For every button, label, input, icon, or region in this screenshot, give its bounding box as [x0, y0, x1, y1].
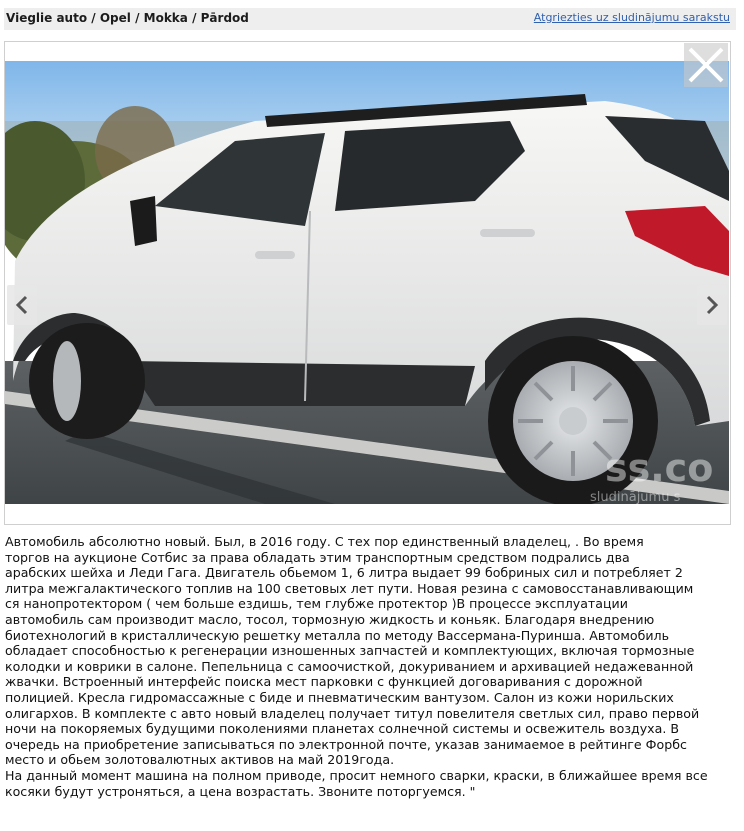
header-bar	[4, 8, 736, 30]
prev-photo-button[interactable]	[7, 285, 37, 325]
close-photo-button[interactable]	[684, 43, 728, 87]
bottom-strip	[0, 822, 744, 831]
next-photo-button[interactable]	[697, 285, 727, 325]
chevron-left-icon	[15, 295, 29, 315]
breadcrumb-item-action[interactable]: Pārdod	[200, 11, 249, 25]
chevron-right-icon	[705, 295, 719, 315]
breadcrumb-item-brand[interactable]: Opel	[99, 11, 131, 25]
breadcrumb-separator: /	[130, 11, 144, 25]
breadcrumb	[6, 11, 249, 25]
breadcrumb-separator: /	[87, 11, 100, 25]
car-photo-illustration	[5, 61, 729, 504]
car-photo	[5, 61, 729, 504]
back-to-list-link[interactable]: Atgriezties uz sludinājumu sarakstu	[533, 11, 730, 24]
breadcrumb-item-model[interactable]: Mokka	[143, 11, 188, 25]
photo-viewer	[4, 41, 731, 525]
watermark-main: ss.co	[605, 446, 714, 490]
breadcrumb-item-category[interactable]: Vieglie auto	[6, 11, 88, 25]
ad-description: Автомобиль абсолютно новый. Был, в 2016 году. С тех пор единственный владелец, . Во время торгов на аукционе Сотбис за права обладать этим транспортным средством подрались два арабских шейха и Леди Гага. Двигатель обьемом 1, 6 литра выдает 99 бобриных сил и потребляет 2 литра межгалактического топлив на 100 световых лет пути. Новая резина с самовосстанавливающим ся нанопротектором ( чем больше ездишь, тем глубже протектор )В процессе эксплуатации автомобиль сам производит масло, тосол, тормозную жидкость и коньяк. Благодаря внедрению биотехнологий в кристаллическую решетку металла по методу Вассермана-Пуринша. Автомобиль обладает способностью к регенерации изношенных запчастей и комплектующих, включая тормозные колодки и коврики в салоне. Пепельница с самоочисткой, докуриванием и архивацией недажеванной жвачки. Встроенный интерфейс поиска мест парковки с функцией договаривания с дорожной полицией. Кресла гидромассажные с биде и пневматическим вантузом. Салон из кожи норильских олигархов. В комплекте с авто новый владелец получает титул повелителя светлых сил, право первой ночи на покоряемых будущими поколениями планетах солнечной системы и освежитель воздуха. В очередь на приобретение записываться по электронной почте, указав занимаемое в рейтинге Форбс место и обьем золотовалютных активов на май 2019года. На данный момент машина на полном приводе, просит немного сварки, краски, в ближайшее время все косяки будут устроняться, а цена возрастать. Звоните поторгуемся. "	[5, 534, 708, 799]
watermark-sub: sludinājumu s	[590, 490, 681, 504]
close-icon	[684, 43, 728, 87]
breadcrumb-separator: /	[187, 11, 201, 25]
